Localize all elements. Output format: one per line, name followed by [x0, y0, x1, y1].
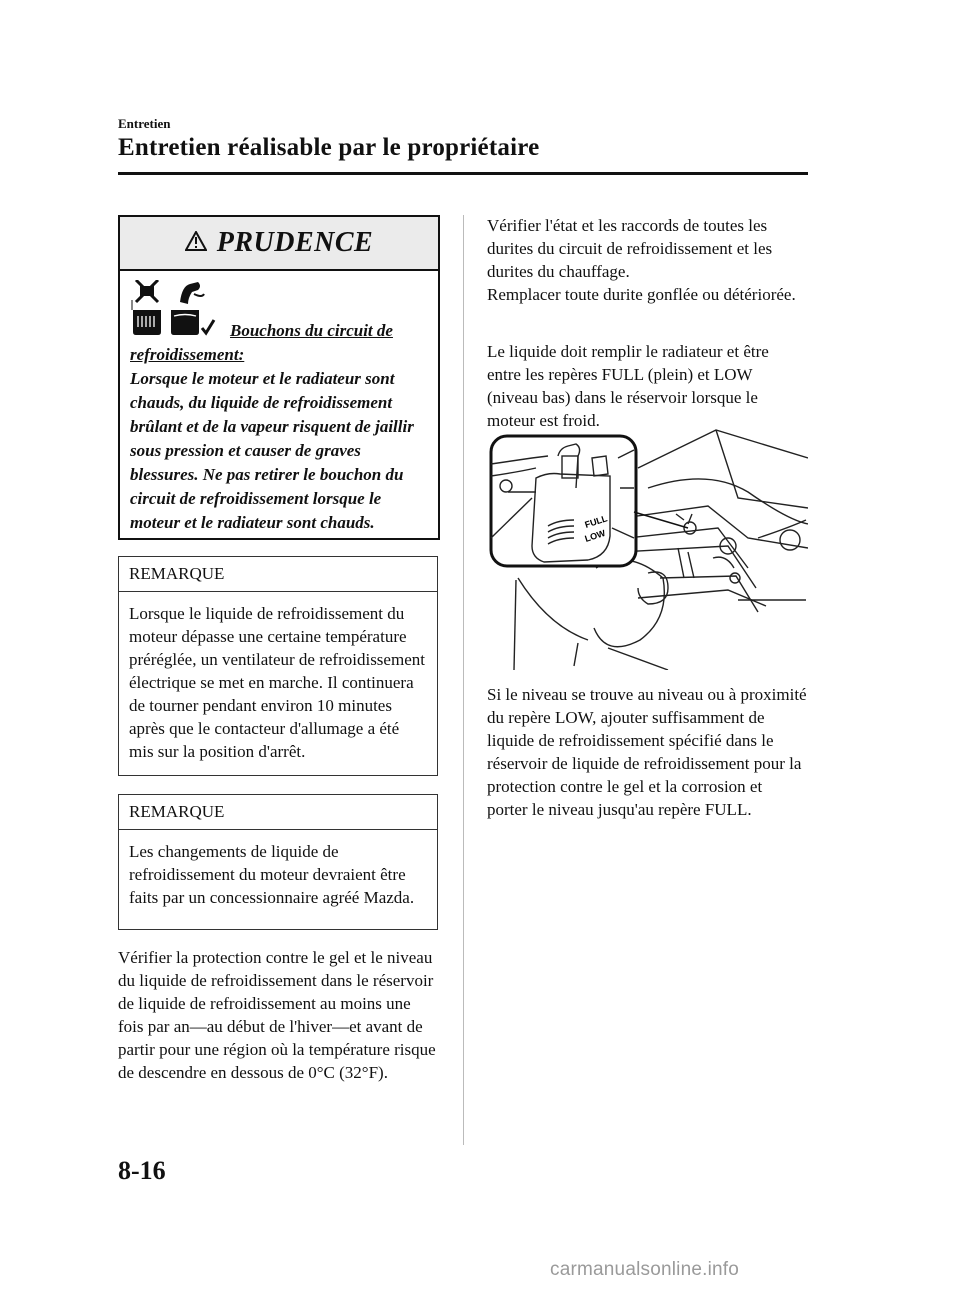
full-mark-label: FULL [583, 513, 609, 530]
low-mark-label: LOW [583, 527, 607, 544]
note-text: Lorsque le liquide de refroidissement du moteur dépasse une certaine température préréglée, un ventilateur de refroidissement électrique se met en marche. Il continuera de tourner pendant environ 10 minutes après que le contacteur d'allumage a été mis sur la position d'arrêt. [129, 604, 425, 761]
caution-title: PRUDENCE [216, 227, 374, 258]
coolant-level-paragraph: Le liquide doit remplir le radiateur et être entre les repères FULL (plein) et LOW (niveau bas) dans le réservoir lorsque le moteur est froid. [487, 342, 769, 430]
note-box-fan [118, 556, 438, 776]
low-level-paragraph: Si le niveau se trouve au niveau ou à proximité du repère LOW, ajouter suffisamment de liquide de refroidissement spécifié dans le réservoir de liquide de refroidissement pour la protection contre le gel et la corrosion et porter le niveau jusqu'au repère FULL. [487, 685, 807, 819]
note-text: Les changements de liquide de refroidissement du moteur devraient être faits par un concessionnaire agréé Mazda. [129, 842, 415, 907]
note-box-coolant-change [118, 794, 438, 930]
caution-box [118, 215, 440, 540]
no-open-hot-cap-icon [130, 280, 164, 343]
hose-check-paragraph: Vérifier l'état et les raccords de toutes les durites du circuit de refroidissement et les durites du chauffage. [487, 216, 773, 281]
caution-icons [130, 281, 428, 343]
open-cold-cap-icon [168, 280, 216, 343]
page-title: Entretien réalisable par le propriétaire [118, 134, 540, 161]
watermark: carmanualsonline.info [550, 1259, 740, 1280]
warning-triangle-icon [185, 231, 207, 256]
title-rule [118, 172, 808, 175]
note-label: REMARQUE [119, 557, 437, 592]
caution-header [120, 217, 438, 271]
page-number: 8-16 [118, 1156, 166, 1185]
caution-text: Lorsque le moteur et le radiateur sont chauds, du liquide de refroidissement brûlant et de la vapeur risquent de jaillir sous pression et causer de graves blessures. Ne pas retirer le bouchon du circuit de refroidissement lorsque le moteur et le radiateur sont chauds. [130, 369, 414, 532]
caution-body [120, 271, 438, 535]
hose-replace-paragraph: Remplacer toute durite gonflée ou détériorée. [487, 285, 796, 304]
coolant-reservoir-illustration [488, 428, 808, 670]
caution-subject-line2: refroidissement: [130, 345, 245, 364]
note-label: REMARQUE [119, 795, 437, 830]
column-divider [463, 215, 464, 1145]
section-label: Entretien [118, 116, 171, 131]
caution-subject: Bouchons du circuit de [230, 321, 393, 340]
antifreeze-check-paragraph: Vérifier la protection contre le gel et le niveau du liquide de refroidissement dans le réservoir de liquide de refroidissement au moins une fois par an―au début de l'hiver―et avant de partir pour une région où la température risque de descendre en dessous de 0°C (32°F). [118, 948, 436, 1082]
